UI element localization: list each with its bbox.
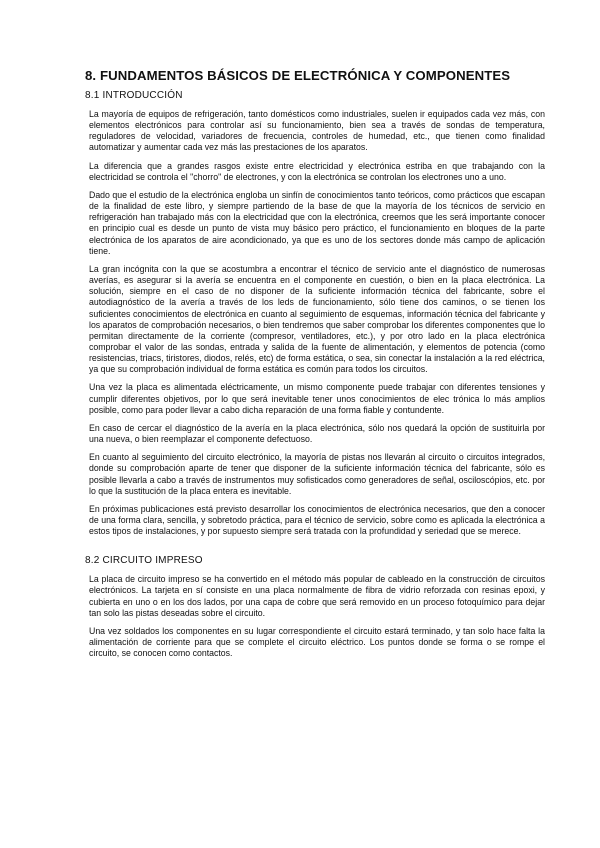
paragraph: Una vez soldados los componentes en su lugar correspondiente el circuito estará terminado, y tan solo hace falta la alimentación de corriente para que se complete el circuito eléctrico. Los puntos donde se forma o se rompe el circuito, se conocen como contactos. [89, 625, 545, 659]
chapter-title: 8. FUNDAMENTOS BÁSICOS DE ELECTRÓNICA Y COMPONENTES [85, 68, 511, 83]
document-body [85, 68, 545, 666]
paragraph: En caso de cercar el diagnóstico de la avería en la placa electrónica, sólo nos quedará la opción de sustituirla por una nueva, o bien reemplazar el componente defectuoso. [89, 422, 545, 445]
paragraph: La mayoría de equipos de refrigeración, tanto domésticos como industriales, suelen ir equipados cada vez más, con elementos electrónicos para controlar así su funcionamiento, bien sea a través de sondas de temperatura, reguladores de velocidad, variadores de frecuencia, controles de humedad, etc., que tienen como finalidad automatizar y aumentar cada vez más las prestaciones de los aparatos. [89, 109, 545, 153]
paragraph: Una vez la placa es alimentada eléctricamente, un mismo componente puede trabajar con diferentes tensiones y cumplir diferentes objetivos, por lo que será inevitable tener unos conocimientos de elec trónica lo más amplios posible, como para poder llevar a cabo dicha reparación de una forma fiable y contundente. [89, 382, 545, 415]
section-introduccion [85, 90, 545, 537]
section-heading: 8.1 INTRODUCCIÓN [85, 90, 183, 101]
paragraph: La gran incógnita con la que se acostumbra a encontrar el técnico de servicio ante el diagnóstico de numerosas averías, es asegurar si la avería se encuentra en el componente en cuestión, o bien en la placa electrónica. La solución, siempre en el caso de no disponer de la suficiente información técnica del fabricante, sobre el autodiagnóstico de la avería a través de los leds de funcionamiento, sólo tiene dos caminos, o se tienen los suficientes conocimientos de electrónica en cuanto al seguimiento de esquemas, información técnica del fabricante y los aparatos de comprobación necesarios, o bien tendremos que saber comprobar los diferentes componentes que lo permitan directamente de la corriente (compresor, ventiladores, etc.), y por otro lado en la placa electrónica comprobar el valor de las sondas, entrada y salida de la fuente de alimentación, y elementos de potencia (como resistencias, triacs, tiristores, diodos, relés, etc) de forma estática, o sea, sin conectar la instalación a la red eléctrica, ya que su comprobación individual de forma estática es común para todos los circuitos. [89, 263, 545, 375]
paragraph: Dado que el estudio de la electrónica engloba un sinfín de conocimientos tanto teóricos, como prácticos que escapan de la finalidad de este libro, y siempre partiendo de la base de que la mayoría de los técnicos de servicio en refrigeración han trabajado más con la electricidad que con la electrónica, creemos que les será importante conocer en principio cual es desde un punto de vista muy básico pero práctico, el funcionamiento en bloques de la parte electrónica de los aparatos de aire acondicionado, ya que es uno de los sectores donde más campo de aplicación tiene. [89, 189, 545, 256]
paragraph: La placa de circuito impreso se ha convertido en el método más popular de cableado en la construcción de circuitos electrónicos. La tarjeta en sí consiste en una placa normalmente de fibra de vidrio reforzada con resinas epoxi, y cubierta en uno o en los dos lados, por una capa de cobre que será removido en un proceso fotoquímico para dejar tan solo las pistas deseadas sobre el circuito. [89, 574, 545, 618]
paragraph: En próximas publicaciones está previsto desarrollar los conocimientos de electrónica necesarios, que den a conocer de una forma clara, sencilla, y sobretodo práctica, para el técnico de servicio, sobre como es aplicada la electrónica a estos tipos de instalaciones, y por supuesto siempre será tratada con la profundidad y seriedad que se merece. [89, 503, 545, 537]
section-heading: 8.2 CIRCUITO IMPRESO [85, 555, 203, 567]
paragraph: En cuanto al seguimiento del circuito electrónico, la mayoría de pistas nos llevarán al circuito o circuitos integrados, donde su comprobación aparte de tener que disponer de la suficiente información técnica del fabricante, sólo es posible llevarla a cabo a través de instrumentos muy sofisticados como generadores de señal, osciloscópios, etc. por lo que la sustitución de la placa entera es inevitable. [89, 452, 545, 496]
paragraph: La diferencia que a grandes rasgos existe entre electricidad y electrónica estriba en que trabajando con la electricidad se controla el "chorro" de electrones, y con la electrónica se controlan los electrones uno a uno. [89, 160, 545, 182]
section-circuito-impreso [85, 555, 545, 659]
